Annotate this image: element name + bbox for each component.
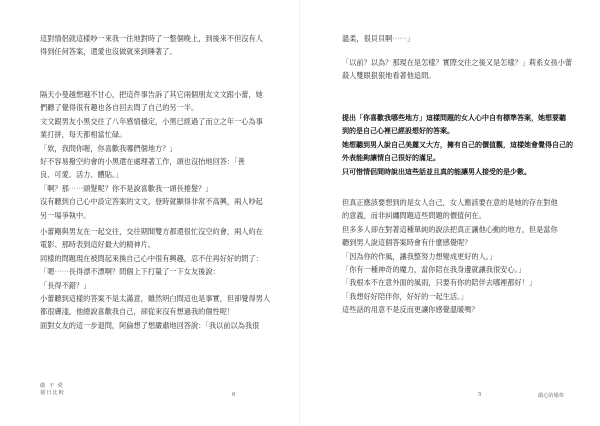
paragraph-2: 隔天小曼越想越不甘心，把這件事告訴了其它兩個朋友文文跟小蕾，她 們聽了覺得很有趣也各自回去問了自己的另一半。 文文跟男友小黑交往了八年感情穩定，小黑已經過了而立之年一心為事 業打拼，每天都相當忙碌。 「欸，我問你喔，你喜歡我哪們個地方？」 好不容易撥空約會的小黑還在處理著工作，頭也沒抬地回答：「善 良、可愛、活力、體貼。」 「啊？那⋯⋯頭髮呢？你不是說喜歡我一頭長捲髮？」 沒有聽到自己心中設定答案的文文，登時就顯得非常不高興，兩人吵起 另一場爭執中。 [40, 90, 263, 220]
page-number: 5 [478, 392, 482, 398]
running-footer: 做心的婚奉 [538, 393, 564, 399]
paragraph-2: 「以前？以為？那現在是怎樣？實際交往之後又是怎樣？」莉系女孩小蕾 殺人雙眼狠狠地看著他追問。 [342, 58, 573, 81]
paragraph-3: 但真正應該要想到的是女人自己，女人應該要在意的是她的存在對他 的意義，而非糾纏問題這些問題的價值何在。 但多多人卻在對著這種單純的說法把真正讓他心動的地方，但是當你 聽到男人說這個答案時會有什麼感覺呢？ 「因為你的作風，讓我整努力想變成更好的人。」 「你有一種神奇的魔力，當你陪在我身邊就讓我很安心。」 「我根本不在意外面的風雨，只要有你的陪伴去哪裡都好！」 「我想好好陪伴你，好好的一起生活。」 這些話的用意不是反而更讓你感覺溫暖嗎？ [342, 198, 558, 315]
bold-paragraph: 提出「你喜歡我哪些地方」這樣問題的女人心中自有標準答案，她想要聽 到的是自己心裡已經設想好的答案。 她想聽到男人說自己美麗又大方，擁有自己的價值觀，這樣她會覺得自己的 外表能夠讓情自己很好的滿足。 只可惜情侶間時說出這些話並且真的能讓男人接受的是少數。 [342, 114, 573, 176]
paragraph-1: 這對情侶就這樣吵一來我一往地對時了一整個晚上，到後來不但沒有人 得到任何答案，還愛也沒做就來到睡著了。 [40, 34, 263, 57]
book-subtitle: 週日比較 [40, 390, 65, 396]
paragraph-1: 溫柔，很貝貝啊⋯⋯」 [342, 34, 414, 43]
right-page [300, 0, 600, 426]
paragraph-3: 小蕾剛與男友在一起交往，交往期間雙方都還很忙沒空約會，兩人約在 電影、那時表到這好最大的精神片。 同樣的問題現在被問起來換自己心中很有興趣，忍不住再好好的問了： 「嗯⋯⋯長得漂不漂啊？問個上下打量了一下女友後說： 「長得不錯？」 小蕾聽到這樣的答案不是太滿意，雖然明白問這也是事實，但卻覺得男人 都很膚淺，他總說喜歡我自己，卻從來沒有想過我的個性呢！ 面對女友的這一步退問，阿倫想了想嚴肅地回答說：「我以前以為我很 [40, 227, 271, 330]
running-footer [40, 383, 65, 397]
book-title: 做 不 愛 [40, 383, 64, 389]
page-number: 6 [232, 392, 236, 398]
